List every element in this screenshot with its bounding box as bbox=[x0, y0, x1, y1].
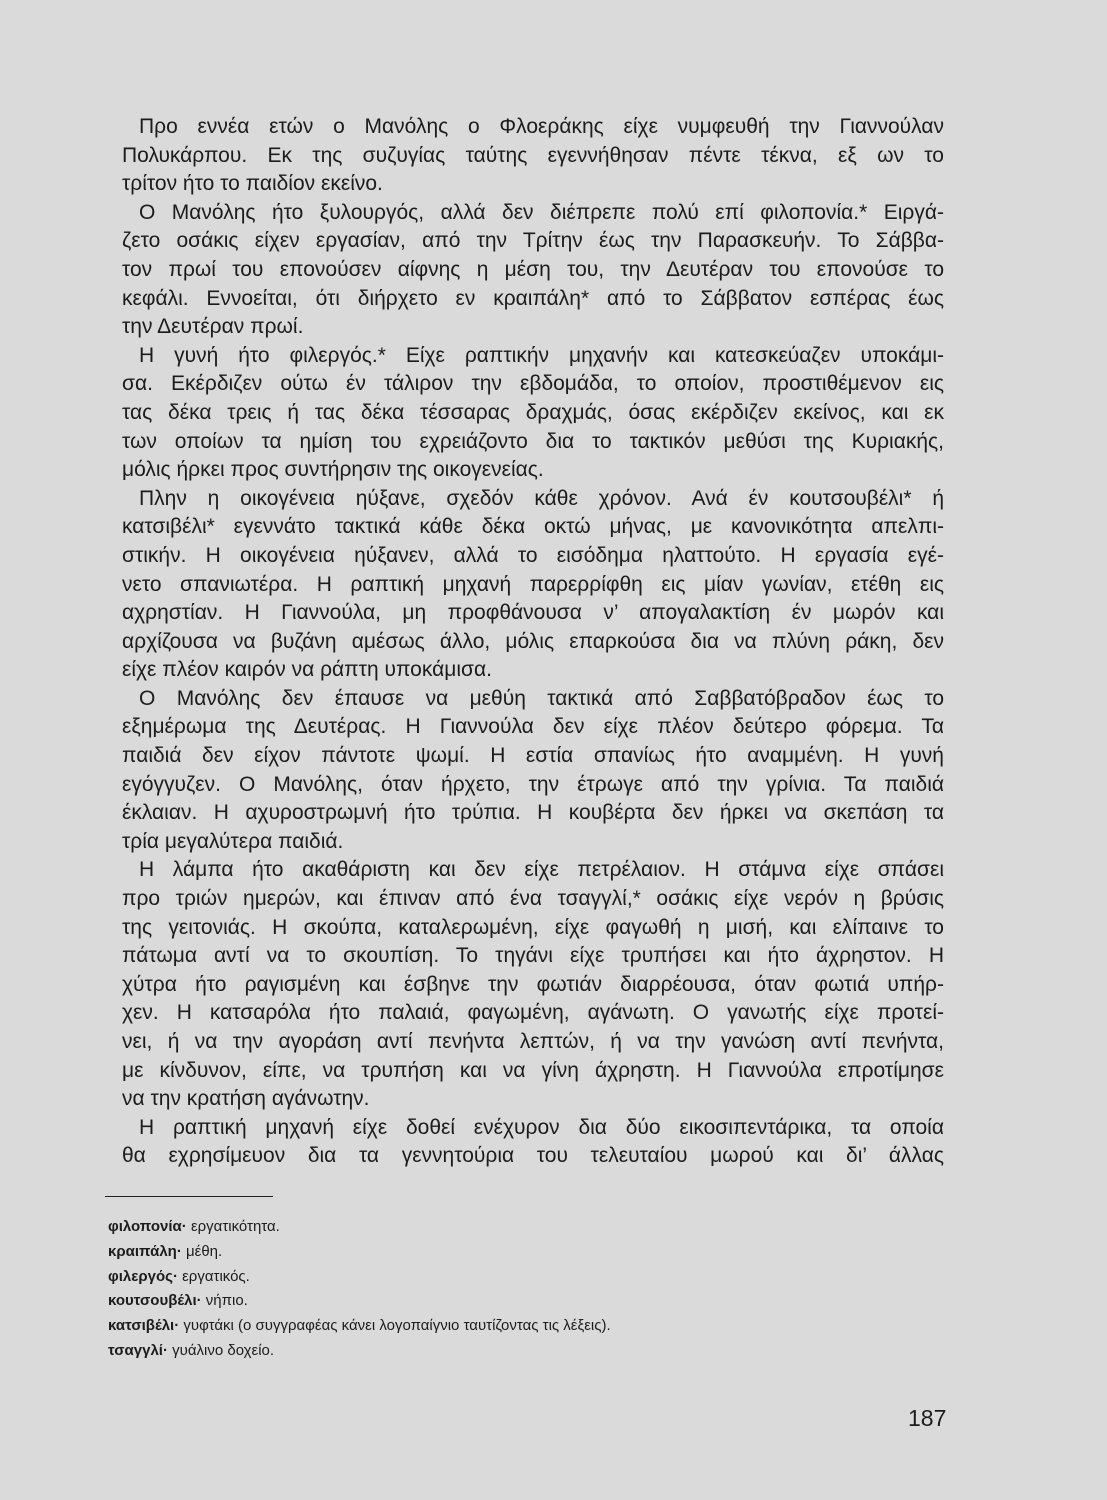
footnote-term: κραιπάλη· bbox=[108, 1242, 182, 1260]
text-line: της γειτονιάς. Η σκούπα, καταλερωμένη, είχε φαγωθή η μισή, και ελίπαινε το bbox=[122, 915, 944, 939]
footnote-definition: εργατικός. bbox=[182, 1267, 250, 1285]
text-line: νετο σπανιωτέρα. Η ραπτική μηχανή παρερρίφθη εις μίαν γωνίαν, ετέθη εις bbox=[122, 572, 944, 596]
text-line: ζετο οσάκις είχεν εργασίαν, από την Τρίτην έως την Παρασκευήν. Το Σάββα- bbox=[122, 229, 944, 253]
text-line: νει, ή να την αγοράση αντί πενήντα λεπτών, ή να την γανώση αντί πενήντα, bbox=[122, 1030, 944, 1053]
text-line: των οποίων τα ημίση του εχρειάζοντο δια το τακτικόν μεθύσι της Κυριακής, bbox=[122, 429, 944, 453]
text-line: την Δευτέραν πρωί. bbox=[122, 315, 304, 339]
text-line: Πολυκάρπου. Εκ της συζυγίας ταύτης εγεννήθησαν πέντε τέκνα, εξ ων το bbox=[122, 143, 944, 167]
text-line: μόλις ήρκει προς συντήρησιν της οικογενείας. bbox=[122, 458, 544, 482]
text-line: τρία μεγαλύτερα παιδιά. bbox=[122, 829, 344, 853]
footnote bbox=[108, 1215, 611, 1240]
text-line: έκλαιαν. Η αχυροστρωμνή ήτο τρύπια. Η κουβέρτα δεν ήρκει να σκεπάση τα bbox=[122, 801, 944, 825]
footnote bbox=[108, 1265, 611, 1290]
footnote bbox=[108, 1289, 611, 1314]
footnote bbox=[108, 1240, 611, 1265]
text-line: να την κρατήση αγάνωτην. bbox=[122, 1087, 370, 1111]
footnote-term: φιλεργός· bbox=[108, 1267, 178, 1285]
text-line: Ο Μανόλης δεν έπαυσε να μεθύη τακτικά από Σαββατόβραδον έως το bbox=[139, 686, 944, 710]
page-number: 187 bbox=[908, 1405, 947, 1431]
text-line: Προ εννέα ετών ο Μανόλης ο Φλοεράκης είχε νυμφευθή την Γιαννούλαν bbox=[139, 115, 944, 138]
footnote-divider bbox=[105, 1196, 273, 1197]
text-line: χύτρα ήτο ραγισμένη και έσβηνε την φωτιάν διαρρέουσα, όταν φωτιά υπήρ- bbox=[122, 972, 944, 996]
text-line: σα. Εκέρδιζεν ούτω έν τάλιρον την εβδομάδα, το οποίον, προστιθέμενον εις bbox=[122, 372, 944, 396]
footnote-definition: νήπιο. bbox=[205, 1292, 248, 1310]
text-line: αχρηστίαν. Η Γιαννούλα, μη προφθάνουσα ν’ απογαλακτίση έν μωρόν και bbox=[122, 601, 944, 625]
text-line: Η γυνή ήτο φιλεργός.* Είχε ραπτικήν μηχανήν και κατεσκεύαζεν υποκάμι- bbox=[139, 343, 944, 367]
text-line: Ο Μανόλης ήτο ξυλουργός, αλλά δεν διέπρεπε πολύ επί φιλοπονία.* Ειργά- bbox=[139, 200, 944, 224]
footnote-definition: γυφτάκι (ο συγγραφέας κάνει λογοπαίγνιο ταυτίζοντας τις λέξεις). bbox=[183, 1317, 611, 1335]
text-line: τας δέκα τρεις ή τας δέκα τέσσαρας δραχμάς, όσας εκέρδιζεν εκείνος, και εκ bbox=[122, 400, 944, 424]
footnote bbox=[108, 1314, 611, 1339]
footnote-term: κατσιβέλι· bbox=[108, 1317, 180, 1335]
footnote-term: φιλοπονία· bbox=[108, 1218, 187, 1235]
text-line: πάτωμα αντί να το σκουπίση. Το τηγάνι είχε τρυπήσει και ήτο άχρηστον. Η bbox=[122, 944, 944, 968]
text-line: κατσιβέλι* εγεννάτο τακτικά κάθε δέκα οκτώ μήνας, με κανονικότητα απελπι- bbox=[122, 515, 944, 539]
body-text bbox=[122, 113, 944, 1171]
text-line: είχε πλέον καιρόν να ράπτη υποκάμισα. bbox=[122, 658, 492, 682]
footnotes bbox=[108, 1215, 611, 1364]
text-line: Πλην η οικογένεια ηύξανε, σχεδόν κάθε χρόνον. Ανά έν κουτσουβέλι* ή bbox=[139, 486, 944, 510]
text-line: Η λάμπα ήτο ακαθάριστη και δεν είχε πετρέλαιον. Η στάμνα είχε σπάσει bbox=[139, 858, 944, 882]
text-line: στικήν. Η οικογένεια ηύξανεν, αλλά το εισόδημα ηλαττούτο. Η εργασία εγέ- bbox=[122, 543, 944, 567]
text-line: εγόγγυζεν. Ο Μανόλης, όταν ήρχετο, την έτρωγε από την γρίνια. Τα παιδιά bbox=[122, 772, 944, 796]
text-line: χεν. Η κατσαρόλα ήτο παλαιά, φαγωμένη, αγάνωτη. Ο γανωτής είχε προτεί- bbox=[122, 1001, 944, 1025]
text-line: παιδιά δεν είχον πάντοτε ψωμί. Η εστία σπανίως ήτο αναμμένη. Η γυνή bbox=[122, 744, 944, 768]
footnote-definition: μέθη. bbox=[186, 1242, 223, 1260]
text-line: εξημέρωμα της Δευτέρας. Η Γιαννούλα δεν είχε πλέον δεύτερο φόρεμα. Τα bbox=[122, 715, 944, 739]
text-line: θα εχρησίμευον δια τα γεννητούρια του τελευταίου μωρού και δι’ άλλας bbox=[122, 1144, 944, 1168]
footnote bbox=[108, 1339, 611, 1364]
text-line: Η ραπτική μηχανή είχε δοθεί ενέχυρον δια δύο εικοσιπεντάρικα, τα οποία bbox=[139, 1115, 944, 1139]
text-line: αρχίζουσα να βυζάνη αμέσως άλλο, μόλις επαρκούσα δια να πλύνη ράκη, δεν bbox=[122, 629, 944, 653]
text-line: με κίνδυνον, είπε, να τρυπήση και να γίνη άχρηστη. Η Γιαννούλα επροτίμησε bbox=[122, 1058, 944, 1082]
footnote-term: κουτσουβέλι· bbox=[108, 1292, 202, 1310]
text-line: τον πρωί του επονούσεν αίφνης η μέση του, την Δευτέραν του επονούσε το bbox=[122, 257, 944, 281]
text-line: τρίτον ήτο το παιδίον εκείνο. bbox=[122, 172, 383, 196]
footnote-definition: εργατικότητα. bbox=[190, 1218, 280, 1235]
footnote-definition: γυάλινο δοχείο. bbox=[172, 1341, 275, 1359]
text-line: προ τριών ημερών, και έπιναν από ένα τσαγγλί,* οσάκις είχε νερόν η βρύσις bbox=[122, 887, 944, 911]
text-line: κεφάλι. Εννοείται, ότι διήρχετο εν κραιπάλη* από το Σάββατον εσπέρας έως bbox=[122, 286, 944, 310]
footnote-term: τσαγγλί· bbox=[108, 1341, 168, 1359]
